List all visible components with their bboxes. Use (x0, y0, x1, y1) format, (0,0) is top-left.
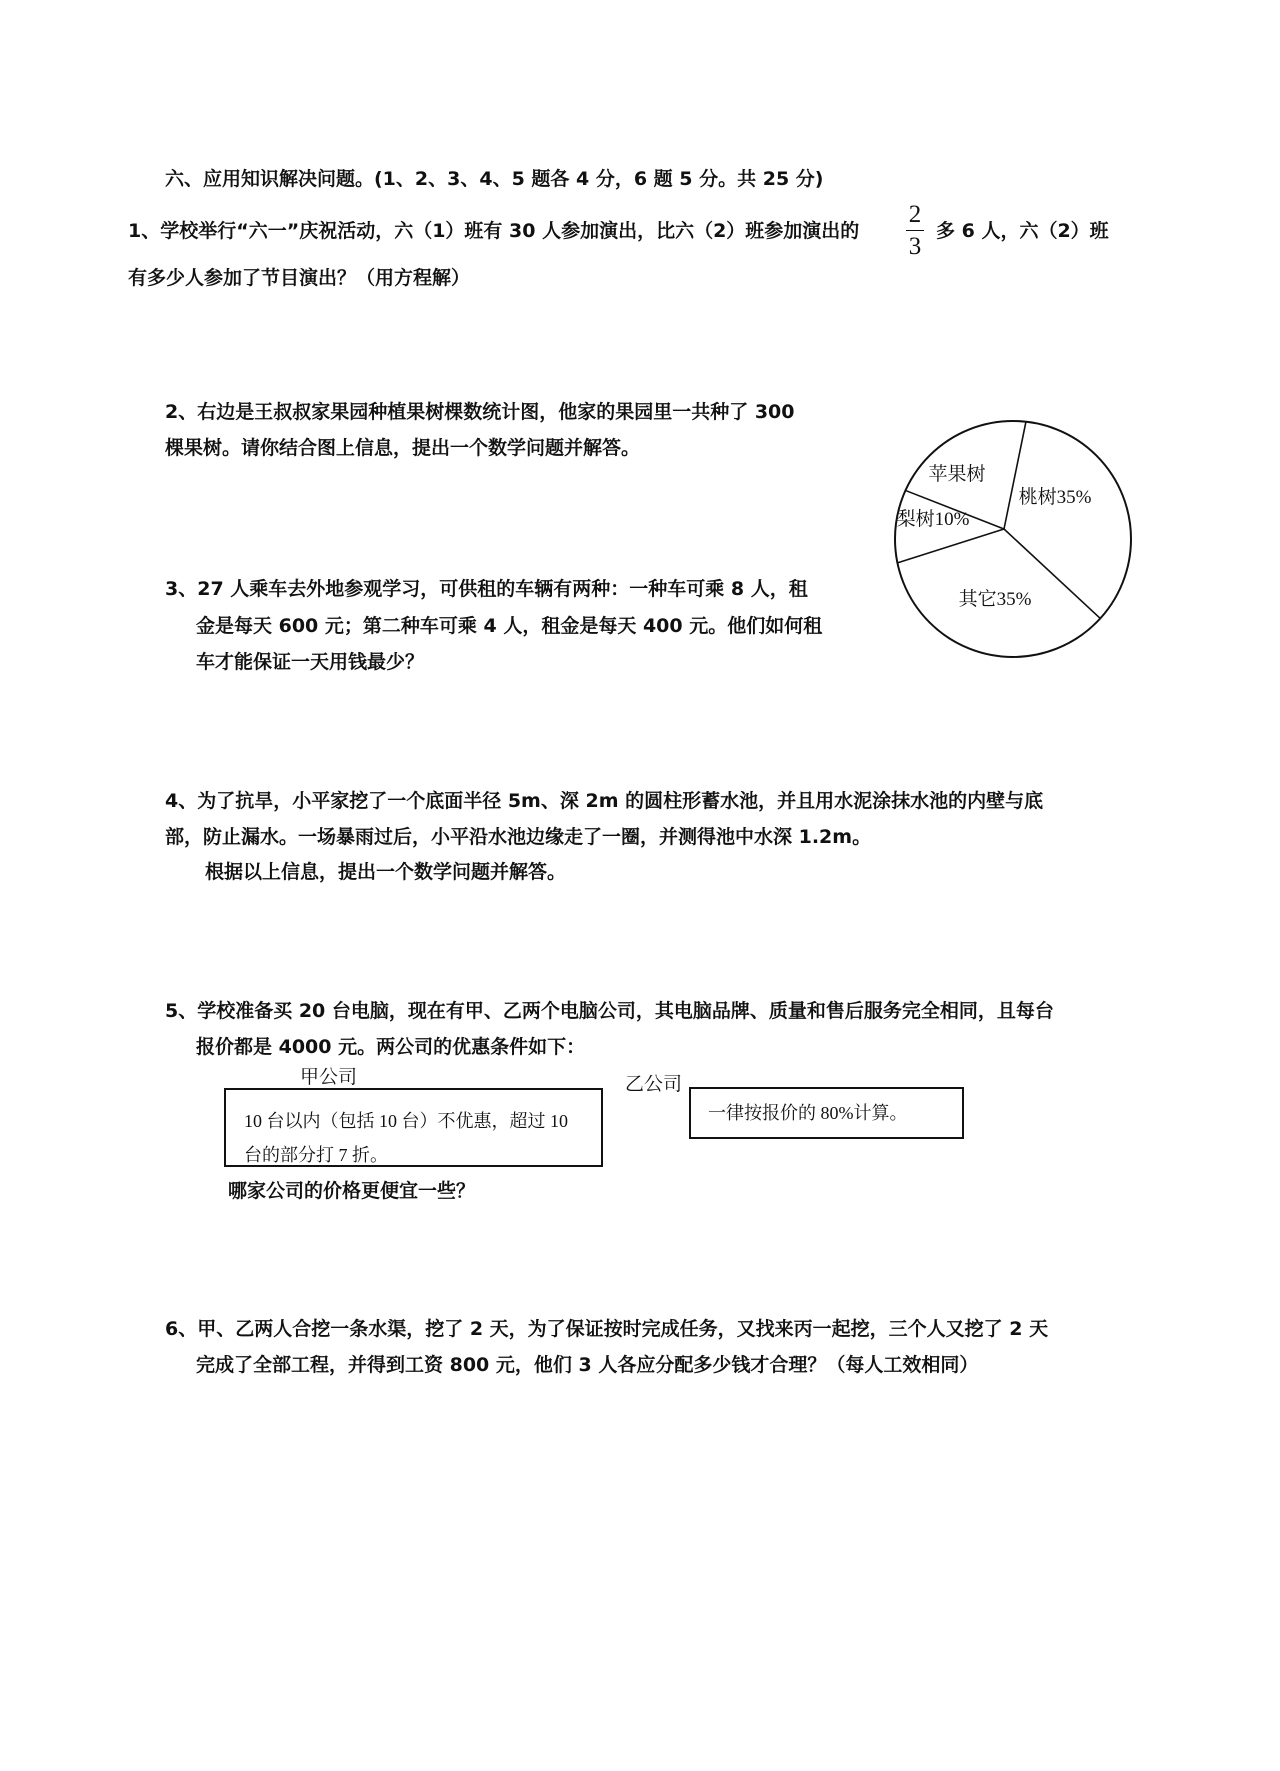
q5-line2: 报价都是 4000 元。两公司的优惠条件如下： (196, 1036, 586, 1058)
pie-slices (895, 421, 1131, 657)
q1-fraction-numerator: 2 (908, 201, 922, 228)
q3-line1: 3、27 人乘车去外地参观学习，可供租的车辆有两种：一种车可乘 8 人，租 (165, 578, 808, 600)
q4-line3: 根据以上信息，提出一个数学问题并解答。 (205, 861, 567, 883)
pie-slice-label-4: 苹果树 (928, 464, 986, 485)
q4-line1: 4、为了抗旱，小平家挖了一个底面半径 5m、深 2m 的圆柱形蓄水池，并且用水泥涂抹水池的内壁与底 (165, 790, 1044, 812)
q1-line1-a: 1、学校举行“六一”庆祝活动，六（1）班有 30 人参加演出，比六（2）班参加演出的 (128, 220, 860, 242)
q3-line2: 金是每天 600 元；第二种车可乘 4 人，租金是每天 400 元。他们如何租 (196, 615, 823, 637)
company-a-offer-text-1: 10 台以内（包括 10 台）不优惠，超过 10 (244, 1111, 568, 1131)
pie-slice-label-2: 其它35% (958, 589, 1032, 610)
pie-labels (897, 463, 1092, 610)
q5-line1: 5、学校准备买 20 台电脑，现在有甲、乙两个电脑公司，其电脑品牌、质量和售后服务完全相同，且每台 (165, 1000, 1054, 1022)
q4-line2: 部，防止漏水。一场暴雨过后，小平沿水池边缘走了一圈，并测得池中水深 1.2m。 (165, 826, 872, 848)
q1-line1-b: 多 6 人，六（2）班 (936, 220, 1109, 242)
pie-slice-label-3: 梨树10% (896, 509, 970, 530)
company-a-offer-text-2: 台的部分打 7 折。 (244, 1145, 388, 1165)
pie-outline (895, 421, 1131, 657)
pie-slice-divider-1 (1004, 422, 1026, 529)
company-a-label: 甲公司 (300, 1066, 358, 1088)
q1-fraction-denominator: 3 (908, 233, 922, 260)
fruit-tree-pie-chart (883, 409, 1143, 669)
q3-line3: 车才能保证一天用钱最少？ (196, 651, 425, 673)
q1-line2: 有多少人参加了节目演出？（用方程解） (128, 267, 471, 289)
q2-line1: 2、右边是王叔叔家果园种植果树棵数统计图，他家的果园里一共种了 300 (165, 401, 795, 423)
q2-line2: 棵果树。请你结合图上信息，提出一个数学问题并解答。 (165, 437, 641, 459)
company-b-offer-text: 一律按报价的 80%计算。 (708, 1103, 908, 1123)
section-heading: 六、应用知识解决问题。(1、2、3、4、5 题各 4 分，6 题 5 分。共 25 分) (165, 168, 824, 190)
pie-slice-label-1: 桃树35% (1018, 487, 1092, 508)
q1-fraction-bar (906, 230, 924, 231)
company-b-label: 乙公司 (625, 1073, 683, 1095)
pie-slice-divider-3 (897, 529, 1004, 563)
q6-line1: 6、甲、乙两人合挖一条水渠，挖了 2 天，为了保证按时完成任务，又找来丙一起挖，三个人又挖了 2 天 (165, 1318, 1049, 1340)
q5-question: 哪家公司的价格更便宜一些？ (228, 1180, 476, 1202)
q6-line2: 完成了全部工程，并得到工资 800 元，他们 3 人各应分配多少钱才合理？（每人工效相同） (196, 1354, 979, 1376)
